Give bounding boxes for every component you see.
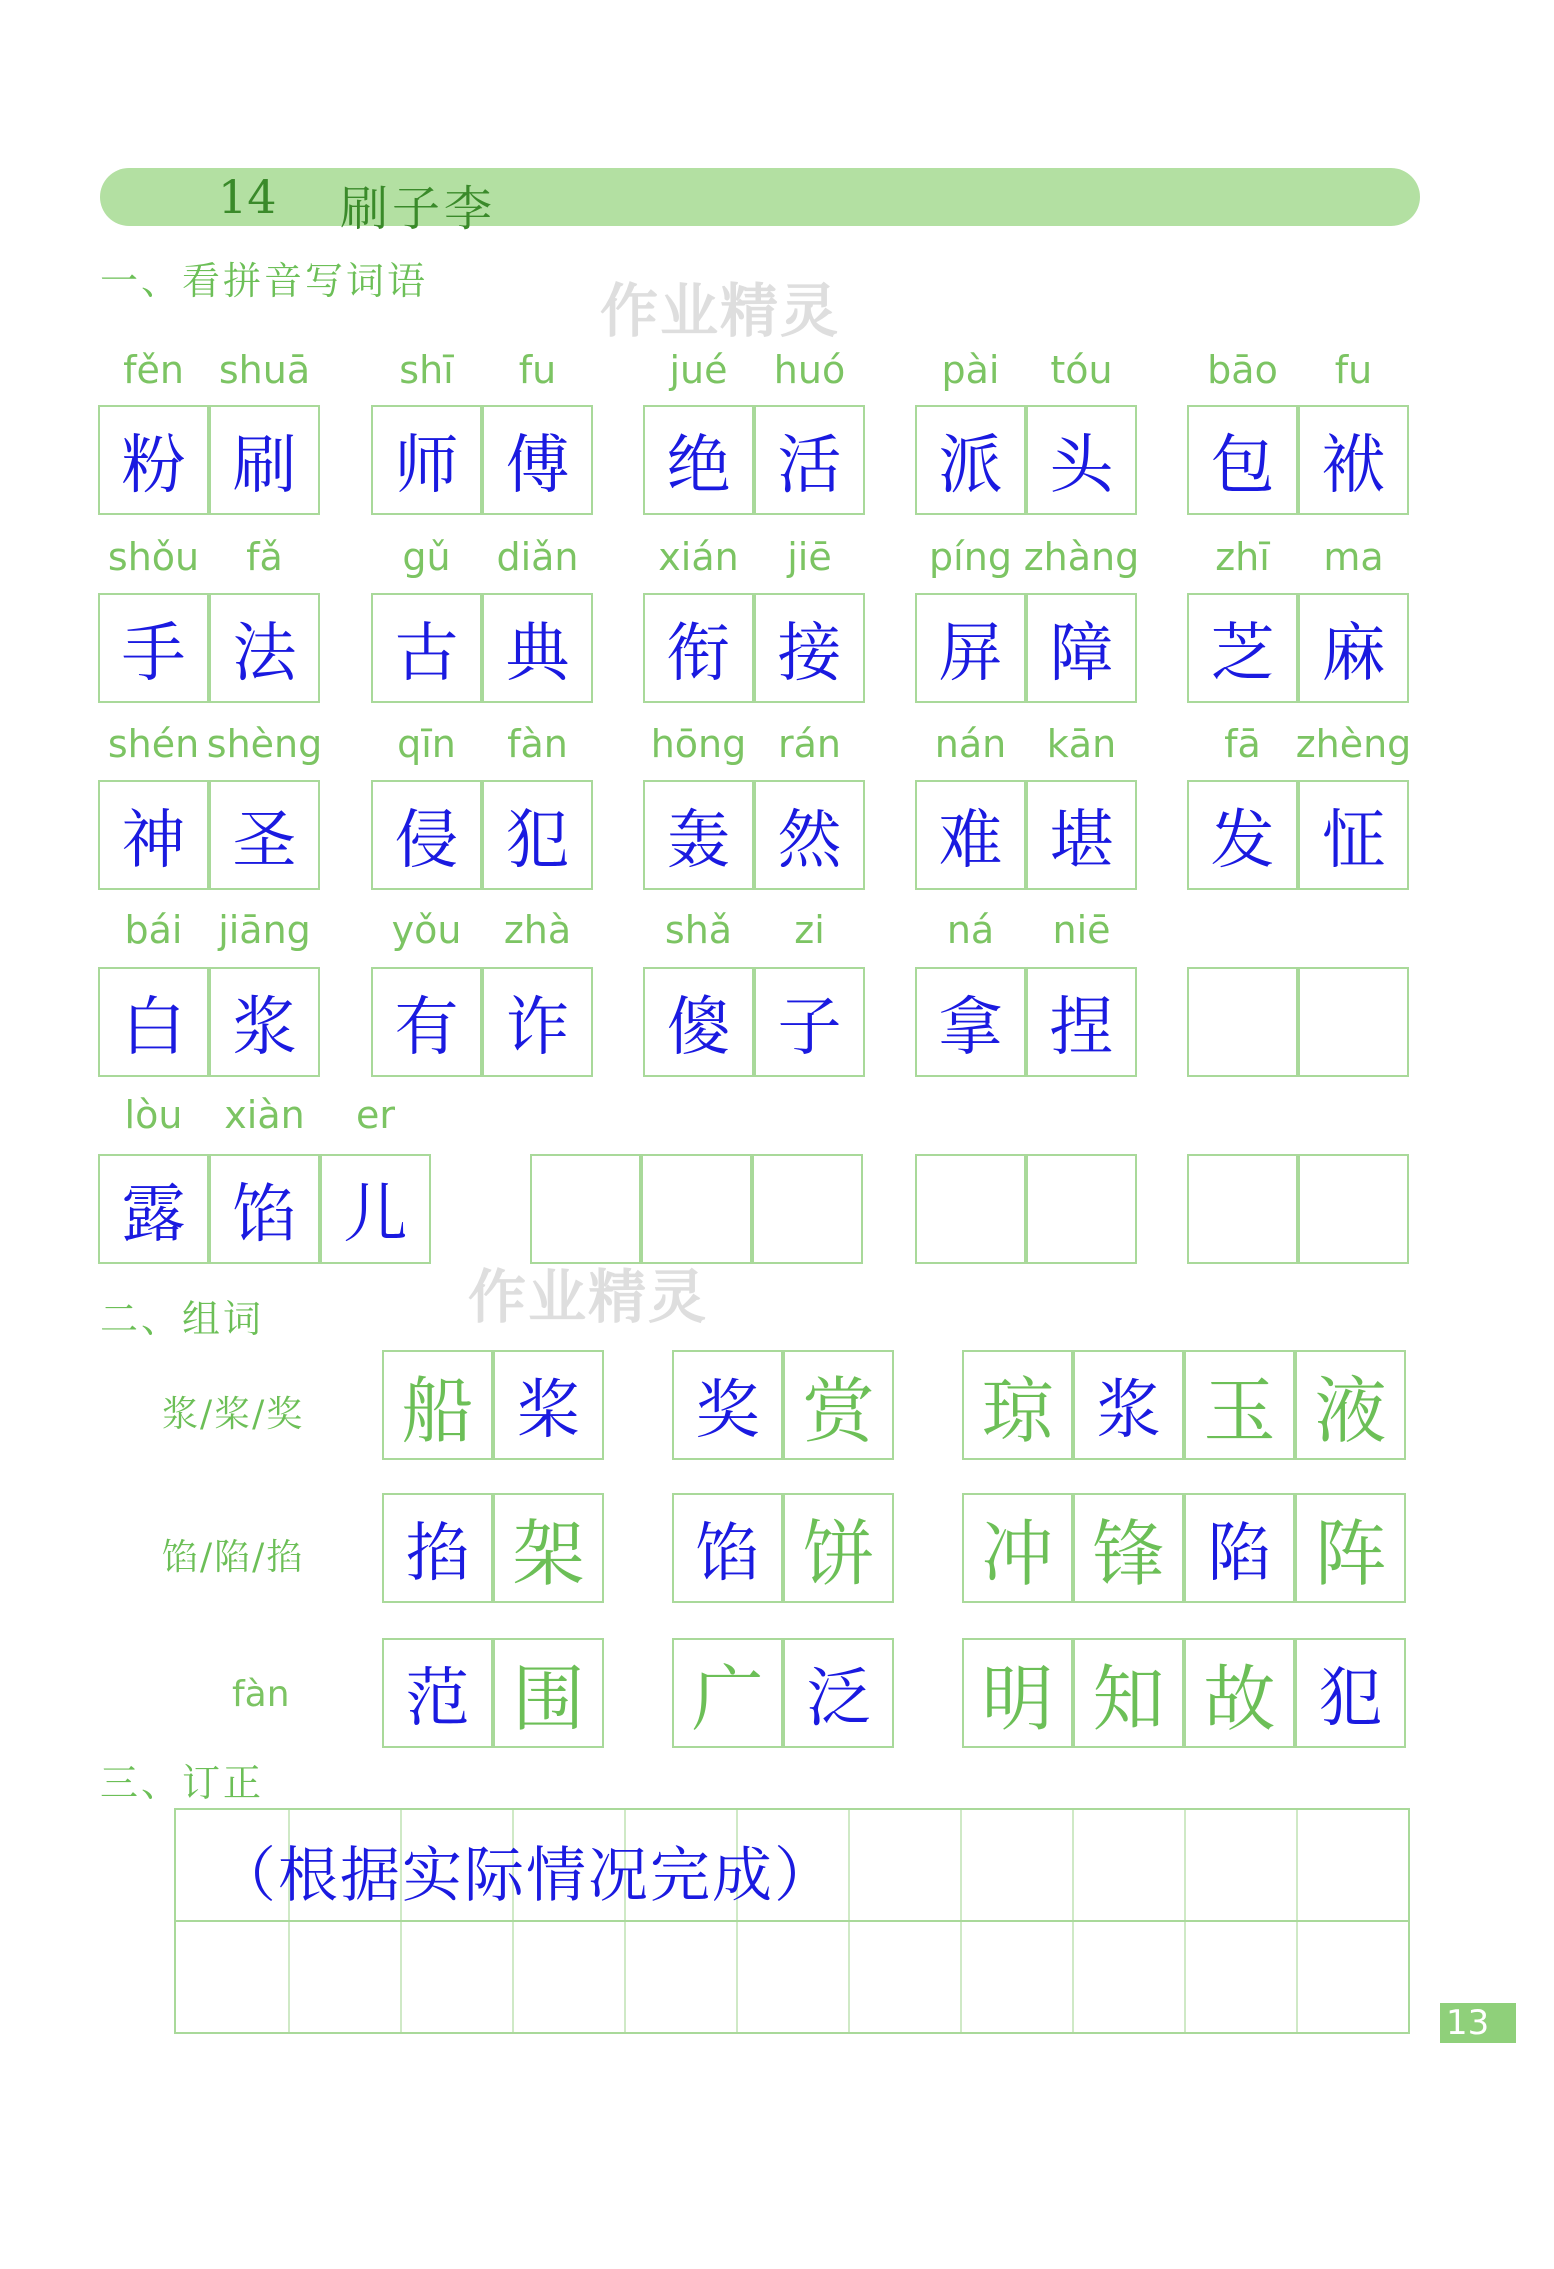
word-char-cell[interactable]: 范: [382, 1638, 493, 1748]
pinyin-syllable: shǒu: [107, 535, 200, 579]
word-char-cell[interactable]: 犯: [1295, 1638, 1406, 1748]
pinyin-syllable: píng: [929, 535, 1012, 579]
pinyin-syllable: xián: [658, 535, 739, 579]
pinyin-syllable: qīn: [397, 722, 456, 766]
pinyin-syllable: fǎ: [246, 535, 283, 579]
pinyin-pair: [915, 348, 1145, 398]
lesson-title: 刷子李: [340, 181, 497, 237]
char-cell[interactable]: 头: [1026, 405, 1137, 515]
word-group-label: 馅/陷/掐: [162, 1537, 305, 1578]
char-cell[interactable]: 衔: [643, 593, 754, 703]
pinyin-syllable: shén: [107, 722, 200, 766]
word-char-cell[interactable]: 冲: [962, 1493, 1073, 1603]
char-cell[interactable]: 包: [1187, 405, 1298, 515]
pinyin-syllable: tóu: [1050, 348, 1113, 392]
pinyin-syllable: fu: [1334, 348, 1373, 392]
char-cell[interactable]: 典: [482, 593, 593, 703]
section3-heading: 三、订正: [100, 1761, 265, 1805]
pinyin-pair: [643, 722, 873, 772]
char-cell[interactable]: 圣: [209, 780, 320, 890]
char-cell[interactable]: 浆: [209, 967, 320, 1077]
pinyin-pair: [915, 908, 1145, 958]
pinyin-pair: [371, 722, 601, 772]
pinyin-pair: [915, 535, 1145, 585]
char-cell[interactable]: 绝: [643, 405, 754, 515]
word-char-cell[interactable]: 桨: [493, 1350, 604, 1460]
char-cell[interactable]: 捏: [1026, 967, 1137, 1077]
word-char-cell[interactable]: 玉: [1184, 1350, 1295, 1460]
page-number: 13: [1440, 2003, 1516, 2043]
char-cell[interactable]: 师: [371, 405, 482, 515]
word-char-cell[interactable]: 知: [1073, 1638, 1184, 1748]
word-char-cell[interactable]: 奖: [672, 1350, 783, 1460]
empty-cell[interactable]: [1187, 1154, 1298, 1264]
char-cell[interactable]: 白: [98, 967, 209, 1077]
pinyin-syllable: fā: [1224, 722, 1261, 766]
word-char-cell[interactable]: 阵: [1295, 1493, 1406, 1603]
pinyin-pair: [98, 348, 328, 398]
word-char-cell[interactable]: 赏: [783, 1350, 894, 1460]
char-cell[interactable]: 犯: [482, 780, 593, 890]
lesson-number: 14: [218, 170, 277, 224]
pinyin-pair: [371, 535, 601, 585]
pinyin-pair: [1187, 535, 1417, 585]
pinyin-pair: [643, 908, 873, 958]
empty-cell[interactable]: [1026, 1154, 1137, 1264]
correction-answer: （根据实际情况完成）: [216, 1841, 836, 1911]
char-cell[interactable]: 法: [209, 593, 320, 703]
grid-line: [176, 1920, 1408, 1922]
char-cell[interactable]: 发: [1187, 780, 1298, 890]
pinyin-pair: [371, 348, 601, 398]
word-char-cell[interactable]: 浆: [1073, 1350, 1184, 1460]
word-char-cell[interactable]: 明: [962, 1638, 1073, 1748]
char-cell[interactable]: 芝: [1187, 593, 1298, 703]
word-char-cell[interactable]: 液: [1295, 1350, 1406, 1460]
pinyin-syllable: bāo: [1207, 348, 1278, 392]
pinyin-syllable: shī: [399, 348, 454, 392]
lesson-title-bar: [100, 168, 1420, 237]
char-cell[interactable]: [1298, 967, 1409, 1077]
char-cell[interactable]: 馅: [209, 1154, 320, 1264]
word-char-cell[interactable]: 泛: [783, 1638, 894, 1748]
char-cell[interactable]: 派: [915, 405, 1026, 515]
char-cell[interactable]: 屏: [915, 593, 1026, 703]
pinyin-triple: [98, 1093, 438, 1143]
char-cell[interactable]: 刷: [209, 405, 320, 515]
char-cell[interactable]: 麻: [1298, 593, 1409, 703]
pinyin-syllable: ná: [946, 908, 995, 952]
char-cell[interactable]: 轰: [643, 780, 754, 890]
pinyin-pair: [1187, 348, 1417, 398]
pinyin-syllable: xiàn: [224, 1093, 305, 1137]
empty-cell[interactable]: [1298, 1154, 1409, 1264]
char-cell[interactable]: 有: [371, 967, 482, 1077]
pinyin-syllable: er: [355, 1093, 396, 1137]
word-group-label: fàn: [232, 1674, 290, 1715]
pinyin-syllable: niē: [1052, 908, 1111, 952]
pinyin-syllable: zhàng: [1023, 535, 1140, 579]
pinyin-syllable: fàn: [507, 722, 568, 766]
pinyin-syllable: hōng: [650, 722, 747, 766]
pinyin-syllable: fěn: [123, 348, 184, 392]
char-cell[interactable]: 拿: [915, 967, 1026, 1077]
char-cell[interactable]: 接: [754, 593, 865, 703]
word-char-cell[interactable]: 琼: [962, 1350, 1073, 1460]
word-group-label: 浆/桨/奖: [162, 1394, 305, 1435]
pinyin-syllable: ma: [1323, 535, 1384, 579]
empty-cell[interactable]: [641, 1154, 752, 1264]
word-char-cell[interactable]: 广: [672, 1638, 783, 1748]
pinyin-syllable: zhèng: [1295, 722, 1412, 766]
section1-heading: 一、看拼音写词语: [100, 259, 429, 303]
char-cell[interactable]: 难: [915, 780, 1026, 890]
pinyin-syllable: shǎ: [664, 908, 733, 952]
pinyin-syllable: zi: [794, 908, 825, 952]
pinyin-pair: [643, 348, 873, 398]
char-cell[interactable]: 子: [754, 967, 865, 1077]
word-char-cell[interactable]: 掐: [382, 1493, 493, 1603]
pinyin-syllable: lòu: [124, 1093, 183, 1137]
pinyin-syllable: kān: [1046, 722, 1117, 766]
pinyin-syllable: pài: [941, 348, 1000, 392]
word-char-cell[interactable]: 围: [493, 1638, 604, 1748]
char-cell[interactable]: 手: [98, 593, 209, 703]
char-cell[interactable]: 怔: [1298, 780, 1409, 890]
pinyin-syllable: shuā: [218, 348, 311, 392]
pinyin-pair: [98, 908, 328, 958]
word-char-cell[interactable]: 故: [1184, 1638, 1295, 1748]
pinyin-pair: [1187, 722, 1417, 772]
word-char-cell[interactable]: 锋: [1073, 1493, 1184, 1603]
pinyin-syllable: gǔ: [402, 535, 451, 579]
word-char-cell[interactable]: 陷: [1184, 1493, 1295, 1603]
pinyin-syllable: jiāng: [218, 908, 311, 952]
char-cell[interactable]: 露: [98, 1154, 209, 1264]
char-cell[interactable]: 袱: [1298, 405, 1409, 515]
watermark: 作业精灵: [468, 1263, 709, 1331]
empty-cell[interactable]: [752, 1154, 863, 1264]
char-cell[interactable]: 神: [98, 780, 209, 890]
pinyin-pair: [98, 535, 328, 585]
char-cell[interactable]: 诈: [482, 967, 593, 1077]
word-char-cell[interactable]: 船: [382, 1350, 493, 1460]
empty-cell[interactable]: [915, 1154, 1026, 1264]
char-cell[interactable]: 侵: [371, 780, 482, 890]
pinyin-syllable: huó: [773, 348, 846, 392]
pinyin-syllable: jué: [669, 348, 728, 392]
pinyin-syllable: zhà: [503, 908, 572, 952]
char-cell[interactable]: [1187, 967, 1298, 1077]
pinyin-pair: [915, 722, 1145, 772]
pinyin-syllable: rán: [778, 722, 841, 766]
pinyin-pair: [1187, 908, 1417, 958]
pinyin-pair: [371, 908, 601, 958]
char-cell[interactable]: 傅: [482, 405, 593, 515]
correction-grid[interactable]: [174, 1808, 1410, 2034]
char-cell[interactable]: 古: [371, 593, 482, 703]
empty-cell[interactable]: [530, 1154, 641, 1264]
pinyin-syllable: shèng: [206, 722, 323, 766]
pinyin-syllable: bái: [124, 908, 183, 952]
watermark: 作业精灵: [600, 277, 841, 345]
pinyin-syllable: jiē: [787, 535, 832, 579]
word-char-cell[interactable]: 馅: [672, 1493, 783, 1603]
pinyin-syllable: diǎn: [496, 535, 579, 579]
pinyin-syllable: yǒu: [391, 908, 462, 952]
char-cell[interactable]: 傻: [643, 967, 754, 1077]
char-cell[interactable]: 然: [754, 780, 865, 890]
pinyin-syllable: fu: [518, 348, 557, 392]
word-char-cell[interactable]: 架: [493, 1493, 604, 1603]
pinyin-syllable: nán: [934, 722, 1007, 766]
char-cell[interactable]: 活: [754, 405, 865, 515]
char-cell[interactable]: 堪: [1026, 780, 1137, 890]
char-cell[interactable]: 障: [1026, 593, 1137, 703]
pinyin-pair: [643, 535, 873, 585]
char-cell[interactable]: 粉: [98, 405, 209, 515]
char-cell[interactable]: 儿: [320, 1154, 431, 1264]
section2-heading: 二、组词: [100, 1297, 265, 1341]
pinyin-syllable: zhī: [1215, 535, 1270, 579]
word-char-cell[interactable]: 饼: [783, 1493, 894, 1603]
pinyin-pair: [98, 722, 328, 772]
